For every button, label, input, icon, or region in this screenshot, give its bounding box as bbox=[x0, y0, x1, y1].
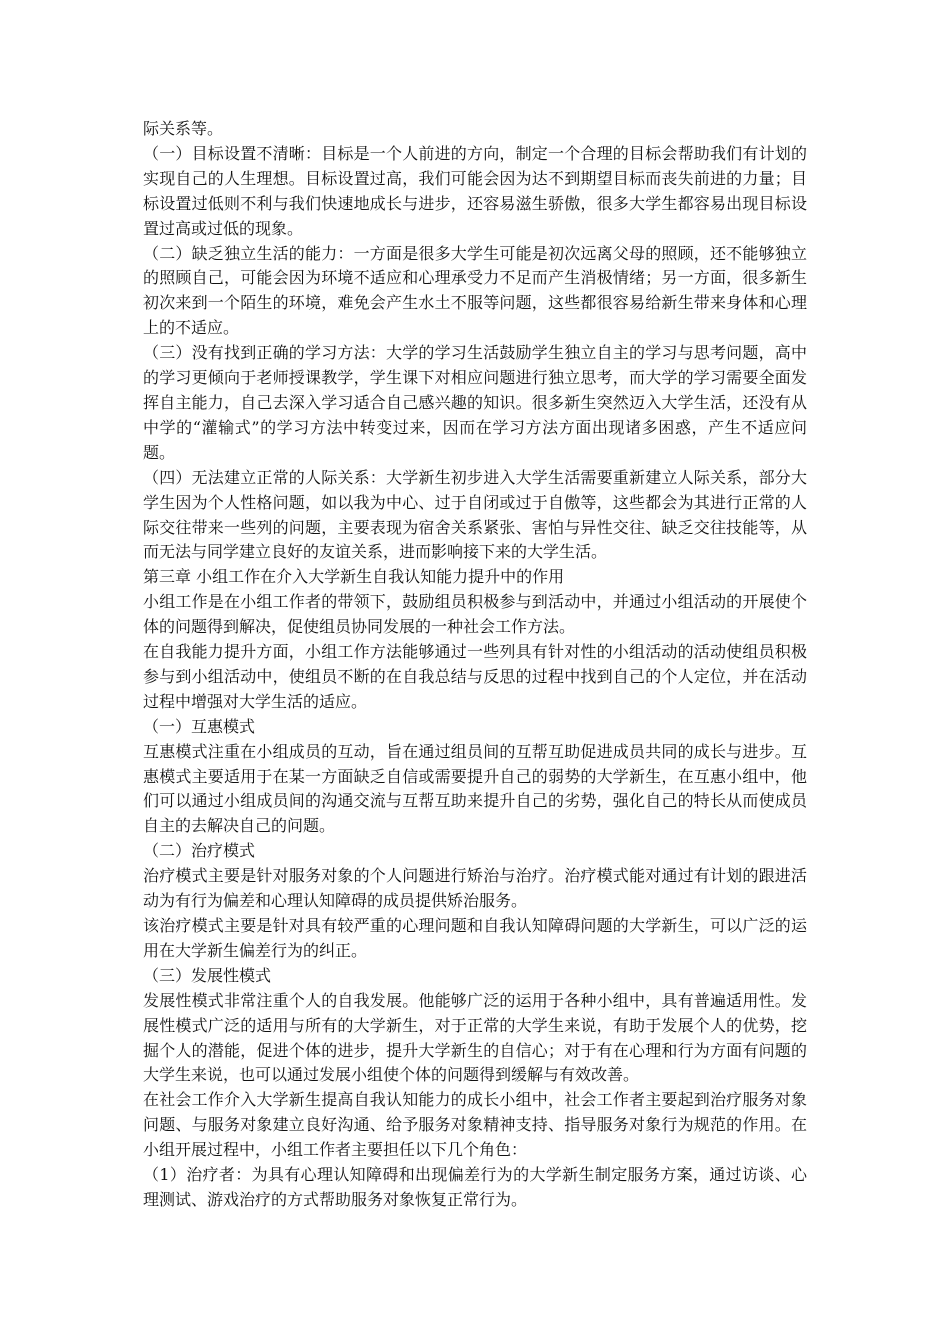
paragraph-interpersonal: （四）无法建立正常的人际关系：大学新生初步进入大学生活需要重新建立人际关系，部分大学生因为个人性格问题，如以我为中心、过于自闭或过于自傲等，这些都会为其进行正常的人际交往带来一些列的问题，主要表现为宿舍关系紧张、害怕与异性交往、缺乏交往技能等，从而无法与同学建立良好的友谊关系，进而影响接下来的大学生活。 bbox=[143, 467, 807, 562]
paragraph-learning-method: （三）没有找到正确的学习方法：大学的学习生活鼓励学生独立自主的学习与思考问题，高中的学习更倾向于老师授课教学，学生课下对相应问题进行独立思考，而大学的学习需要全面发挥自主能力，自己去深入学习适合自己感兴趣的知识。很多新生突然迈入大学生活，还没有从中学的“灌输式”的学习方法中转变过来，因而在学习方法方面出现诸多困惑，产生不适应问题。 bbox=[143, 343, 807, 462]
subheading-developmental-model: （三）发展性模式 bbox=[143, 965, 272, 985]
subheading-treatment-model: （二）治疗模式 bbox=[143, 841, 256, 861]
paragraph-group-work-definition: 小组工作是在小组工作者的带领下，鼓励组员积极参与到活动中，并通过小组活动的开展使个体的问题得到解决，促使组员协同发展的一种社会工作方法。 bbox=[143, 592, 807, 637]
paragraph-treatment-model: 治疗模式主要是针对服务对象的个人问题进行矫治与治疗。治疗模式能对通过有计划的跟进活动为有行为偏差和心理认知障碍的成员提供矫治服务。 bbox=[143, 866, 807, 911]
subheading-reciprocal-model: （一）互惠模式 bbox=[143, 716, 256, 736]
paragraph-lack-independence: （二）缺乏独立生活的能力：一方面是很多大学生可能是初次远离父母的照顾，还不能够独立的照顾自己，可能会因为环境不适应和心理承受力不足而产生消极情绪；另一方面，很多新生初次来到一个陌生的环境，难免会产生水土不服等问题，这些都很容易给新生带来身体和心理上的不适应。 bbox=[143, 243, 807, 338]
paragraph-social-worker-role: 在社会工作介入大学新生提高自我认知能力的成长小组中，社会工作者主要起到治疗服务对象问题、与服务对象建立良好沟通、给予服务对象精神支持、指导服务对象行为规范的作用。在小组开展过程中，小组工作者主要担任以下几个角色： bbox=[143, 1090, 807, 1160]
paragraph-continuation: 际关系等。 bbox=[143, 119, 224, 138]
paragraph-developmental-model: 发展性模式非常注重个人的自我发展。他能够广泛的运用于各种小组中，具有普遍适用性。发展性模式广泛的适用与所有的大学新生，对于正常的大学生来说，有助于发展个人的优势，挖掘个人的潜能，促进个体的进步，提升大学新生的自信心；对于有在心理和行为方面有问题的大学生来说，也可以通过发展小组使个体的问题得到缓解与有效改善。 bbox=[143, 990, 807, 1085]
chapter-heading: 第三章 小组工作在介入大学新生自我认知能力提升中的作用 bbox=[143, 567, 565, 587]
paragraph-reciprocal-model: 互惠模式注重在小组成员的互动，旨在通过组员间的互帮互助促进成员共同的成长与进步。互惠模式主要适用于在某一方面缺乏自信或需要提升自己的弱势的大学新生，在互惠小组中，他们可以通过小组成员间的沟通交流与互帮互助来提升自己的劣势，强化自己的特长从而使成员自主的去解决自己的问题。 bbox=[143, 741, 807, 836]
paragraph-therapist-role: （1）治疗者：为具有心理认知障碍和出现偏差行为的大学新生制定服务方案，通过访谈、心理测试、游戏治疗的方式帮助服务对象恢复正常行为。 bbox=[143, 1165, 807, 1209]
document-page bbox=[143, 117, 807, 1213]
paragraph-treatment-application: 该治疗模式主要是针对具有较严重的心理问题和自我认知障碍问题的大学新生，可以广泛的运用在大学新生偏差行为的纠正。 bbox=[143, 916, 807, 960]
paragraph-unclear-goals: （一）目标设置不清晰：目标是一个人前进的方向，制定一个合理的目标会帮助我们有计划的实现自己的人生理想。目标设置过高，我们可能会因为达不到期望目标而丧失前进的力量；目标设置过低则不利与我们快速地成长与进步，还容易滋生骄傲，很多大学生都容易出现目标设置过高或过低的现象。 bbox=[143, 143, 807, 238]
paragraph-self-ability: 在自我能力提升方面，小组工作方法能够通过一些列具有针对性的小组活动的活动使组员积极参与到小组活动中，使组员不断的在自我总结与反思的过程中找到自己的个人定位，并在活动过程中增强对大学生活的适应。 bbox=[143, 642, 807, 711]
